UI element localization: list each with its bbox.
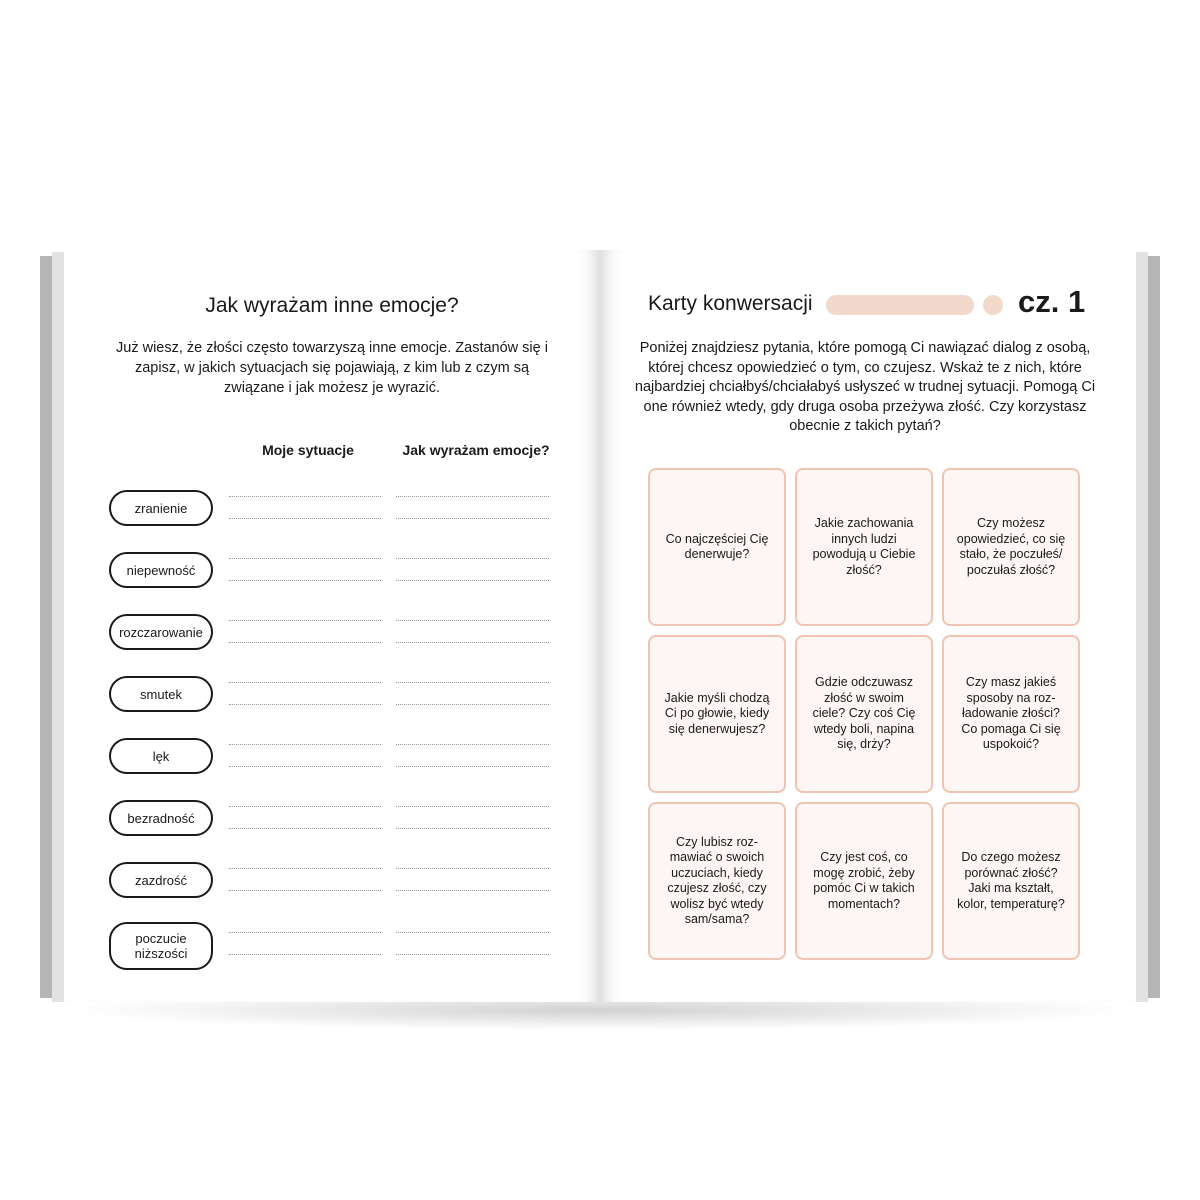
writing-line[interactable] bbox=[229, 642, 381, 643]
writing-line[interactable] bbox=[229, 580, 381, 581]
writing-line[interactable] bbox=[229, 496, 381, 497]
emotion-row bbox=[64, 922, 600, 982]
right-page bbox=[600, 250, 1136, 1002]
emotion-row bbox=[64, 862, 600, 922]
conversation-card bbox=[795, 802, 933, 960]
emotion-label: smutek bbox=[109, 676, 213, 712]
conversation-card bbox=[942, 468, 1080, 626]
writing-line[interactable] bbox=[229, 890, 381, 891]
part-label: cz. 1 bbox=[1018, 284, 1086, 319]
writing-line[interactable] bbox=[396, 518, 549, 519]
writing-line[interactable] bbox=[229, 932, 381, 933]
writing-line[interactable] bbox=[396, 558, 549, 559]
left-page bbox=[64, 250, 600, 1002]
title-accent-bar bbox=[826, 295, 974, 315]
conversation-card bbox=[795, 468, 933, 626]
writing-line[interactable] bbox=[396, 954, 549, 955]
emotion-label: niepewność bbox=[109, 552, 213, 588]
emotion-row bbox=[64, 552, 600, 612]
left-page-title: Jak wyrażam inne emocje? bbox=[205, 294, 459, 317]
emotion-label: zazdrość bbox=[109, 862, 213, 898]
writing-line[interactable] bbox=[396, 890, 549, 891]
conversation-card bbox=[942, 802, 1080, 960]
card-question: Czy masz jakieś sposoby na roz- ładowanie złości? Co pomaga Ci się uspokoić? bbox=[961, 675, 1061, 752]
conversation-card bbox=[648, 468, 786, 626]
emotion-label: lęk bbox=[109, 738, 213, 774]
writing-line[interactable] bbox=[396, 620, 549, 621]
writing-line[interactable] bbox=[396, 806, 549, 807]
writing-line[interactable] bbox=[229, 868, 381, 869]
page-stack-right bbox=[1134, 252, 1148, 1002]
right-page-title: Karty konwersacji bbox=[648, 292, 813, 315]
writing-line[interactable] bbox=[229, 558, 381, 559]
writing-line[interactable] bbox=[396, 932, 549, 933]
emotion-label: poczucie niższości bbox=[109, 922, 213, 970]
writing-line[interactable] bbox=[229, 828, 381, 829]
writing-line[interactable] bbox=[396, 580, 549, 581]
writing-line[interactable] bbox=[229, 518, 381, 519]
writing-line[interactable] bbox=[229, 744, 381, 745]
emotion-row bbox=[64, 490, 600, 550]
card-question: Jakie myśli chodzą Ci po głowie, kiedy się denerwujesz? bbox=[664, 690, 770, 736]
card-question: Do czego możesz porównać złość? Jaki ma kształt, kolor, temperaturę? bbox=[957, 850, 1065, 911]
emotion-row bbox=[64, 800, 600, 860]
title-accent-dot bbox=[983, 295, 1003, 315]
conversation-card bbox=[648, 802, 786, 960]
writing-line[interactable] bbox=[396, 704, 549, 705]
emotion-row bbox=[64, 676, 600, 736]
card-question: Czy lubisz roz- mawiać o swoich uczuciach, kiedy czujesz złość, czy wolisz być wtedy sam/sama? bbox=[667, 834, 767, 926]
card-question: Czy jest coś, co mogę zrobić, żeby pomóc Ci w takich momentach? bbox=[813, 850, 915, 911]
card-question: Czy możesz opowiedzieć, co się stało, że poczułeś/ poczułaś złość? bbox=[956, 516, 1066, 577]
card-question: Gdzie odczuwasz złość w swoim ciele? Czy coś Cię wtedy boli, napina się, drży? bbox=[812, 675, 916, 752]
left-page-intro: Już wiesz, że złości często towarzyszą inne emocje. Zastanów się i zapisz, w jakich sytuacjach się pojawiają, z kim lub z czym są związane i jak możesz je wyrazić. bbox=[116, 340, 548, 396]
writing-line[interactable] bbox=[229, 954, 381, 955]
conversation-card bbox=[795, 635, 933, 793]
writing-line[interactable] bbox=[396, 868, 549, 869]
writing-line[interactable] bbox=[396, 744, 549, 745]
emotion-label: bezradność bbox=[109, 800, 213, 836]
writing-line[interactable] bbox=[229, 682, 381, 683]
writing-line[interactable] bbox=[396, 642, 549, 643]
column-header-expression: Jak wyrażam emocje? bbox=[402, 442, 550, 458]
right-page-intro: Poniżej znajdziesz pytania, które pomogą Ci nawiązać dialog z osobą, której chcesz opowiedzieć o tym, co czujesz. Wskaż te z nich, które najbardziej chciałbyś/chciałabyś usłyszeć w trudnej sytuacji. Pomogą Ci one również wtedy, gdy druga osoba przeżywa złość. Czy korzystasz obecnie z takich pytań? bbox=[634, 340, 1096, 434]
column-header-situations: Moje sytuacje bbox=[262, 442, 354, 458]
emotion-label: zranienie bbox=[109, 490, 213, 526]
card-question: Jakie zachowania innych ludzi powodują u Ciebie złość? bbox=[812, 516, 916, 577]
writing-line[interactable] bbox=[229, 806, 381, 807]
writing-line[interactable] bbox=[229, 766, 381, 767]
emotion-label: rozczarowanie bbox=[109, 614, 213, 650]
writing-line[interactable] bbox=[396, 682, 549, 683]
writing-line[interactable] bbox=[229, 620, 381, 621]
emotion-row bbox=[64, 738, 600, 798]
writing-line[interactable] bbox=[396, 766, 549, 767]
writing-line[interactable] bbox=[229, 704, 381, 705]
emotion-row bbox=[64, 614, 600, 674]
card-question: Co najczęściej Cię denerwuje? bbox=[665, 531, 769, 561]
writing-line[interactable] bbox=[396, 496, 549, 497]
writing-line[interactable] bbox=[396, 828, 549, 829]
conversation-card bbox=[942, 635, 1080, 793]
conversation-card bbox=[648, 635, 786, 793]
